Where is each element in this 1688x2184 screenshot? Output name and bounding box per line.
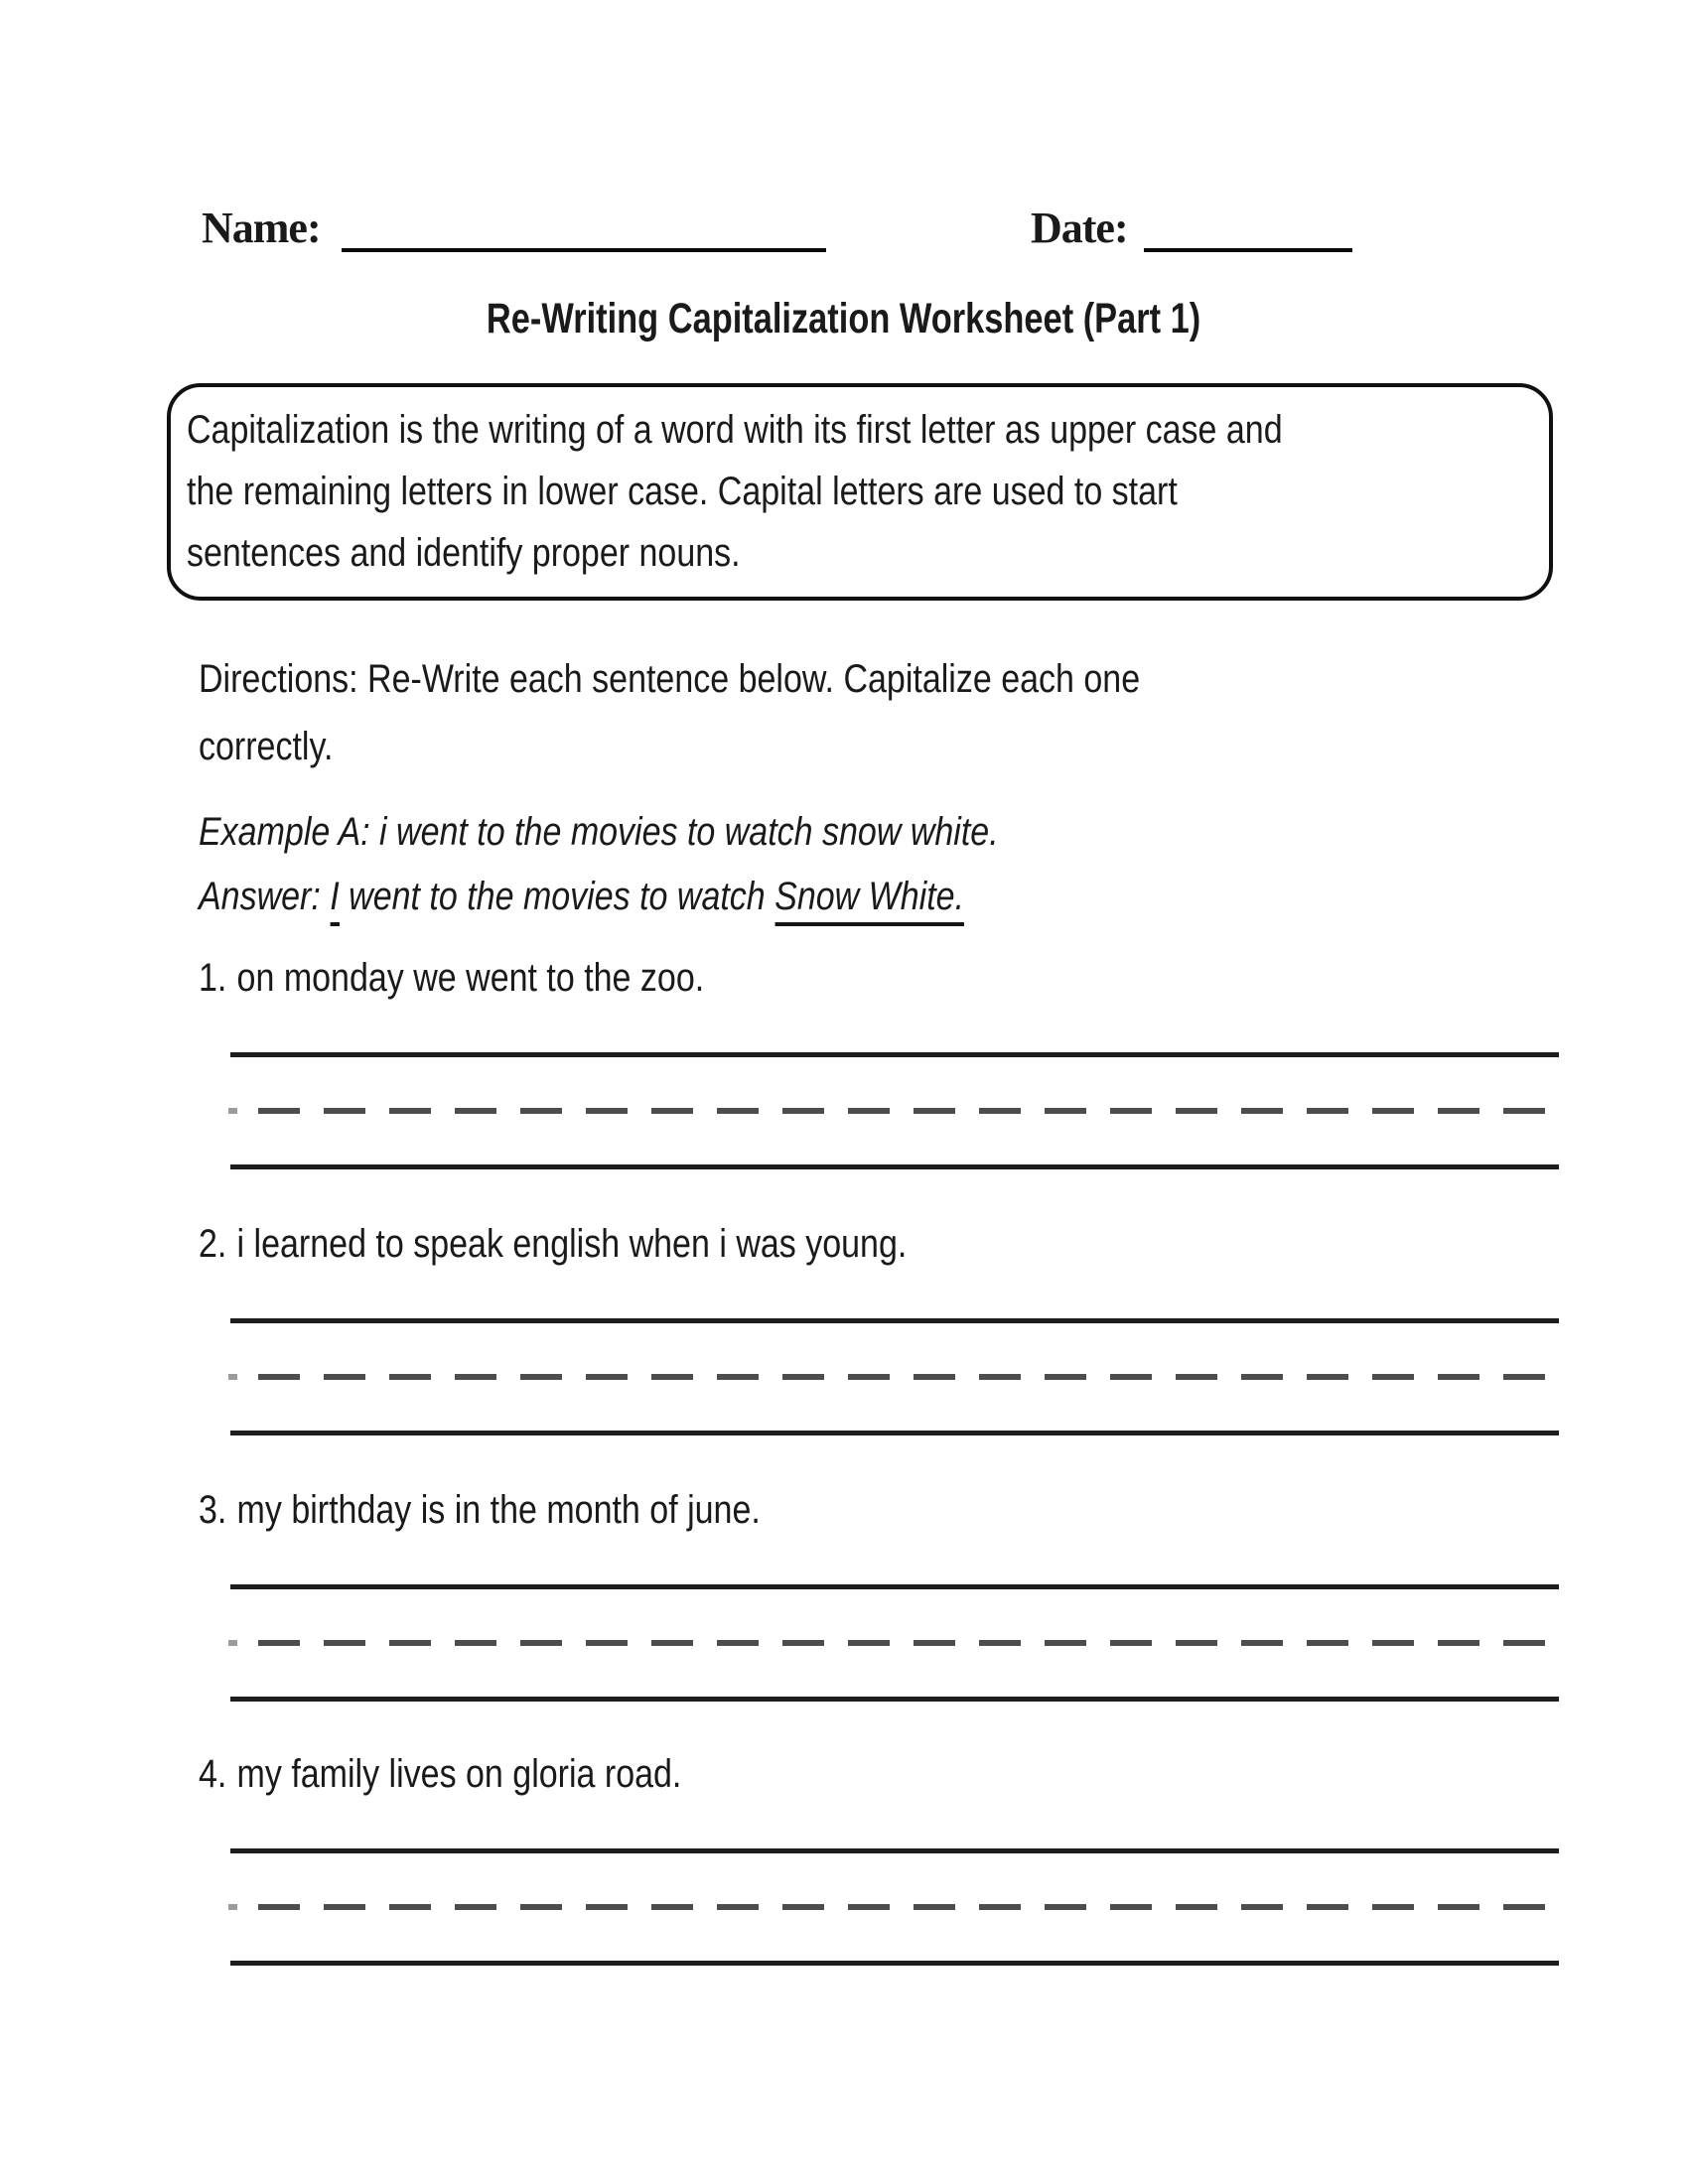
example-prompt-line	[199, 800, 1140, 865]
name-label: Name:	[202, 204, 321, 252]
answer-middle: went to the movies to watch	[339, 875, 775, 918]
answer-line-dashed-middle	[258, 1904, 1559, 1910]
answer-underline-i: I	[330, 875, 339, 926]
question-text: my family lives on gloria road.	[236, 1752, 682, 1796]
name-blank-line	[342, 248, 826, 252]
answer-underline-snow-white: Snow White.	[774, 875, 964, 926]
answer-line-solid-top	[230, 1584, 1559, 1589]
answer-line-dashed-middle	[258, 1640, 1559, 1646]
info-box-line-1-text: Capitalization is the writing of a word with its first letter as upper case and	[187, 408, 1283, 452]
worksheet-title	[0, 296, 1688, 341]
info-box-line	[187, 522, 1529, 584]
question-sentence	[199, 1220, 1032, 1268]
answer-line-solid-bottom	[230, 1164, 1559, 1169]
question-block-3	[0, 1486, 1688, 1714]
date-label: Date:	[1031, 204, 1128, 252]
answer-line-solid-top	[230, 1052, 1559, 1057]
answer-prefix: Answer:	[199, 875, 331, 918]
worksheet-title-text: Re-Writing Capitalization Worksheet (Part 1)	[487, 295, 1201, 342]
directions-line-2-text: correctly.	[199, 725, 334, 768]
question-sentence	[199, 1486, 860, 1534]
question-block-2	[0, 1220, 1688, 1448]
directions-line	[199, 713, 1306, 780]
example-answer-line	[199, 865, 1140, 929]
question-text: my birthday is in the month of june.	[236, 1488, 761, 1532]
question-block-4	[0, 1750, 1688, 1979]
example-prompt-text: Example A: i went to the movies to watch snow white.	[199, 810, 999, 854]
directions-line-1-text: Directions: Re-Write each sentence below. Capitalize each one	[199, 657, 1141, 701]
info-box-line-2-text: the remaining letters in lower case. Capital letters are used to start	[187, 470, 1178, 513]
question-block-1	[0, 954, 1688, 1182]
info-box	[167, 383, 1553, 601]
question-number: 2.	[199, 1222, 227, 1266]
question-number: 1.	[199, 956, 227, 1000]
question-sentence	[199, 1750, 767, 1798]
question-text: on monday we went to the zoo.	[236, 956, 705, 1000]
answer-line-solid-bottom	[230, 1961, 1559, 1966]
question-sentence	[199, 954, 793, 1002]
answer-line-solid-bottom	[230, 1697, 1559, 1702]
answer-line-dashed-middle	[258, 1374, 1559, 1380]
answer-line-dashed-middle	[258, 1108, 1559, 1114]
info-box-line	[187, 399, 1529, 461]
question-text: i learned to speak english when i was young.	[236, 1222, 908, 1266]
answer-line-solid-bottom	[230, 1431, 1559, 1435]
example-answer-text	[199, 865, 964, 929]
question-number: 3.	[199, 1488, 227, 1532]
example-block	[199, 800, 1140, 929]
answer-line-solid-top	[230, 1848, 1559, 1853]
info-box-line-3-text: sentences and identify proper nouns.	[187, 531, 741, 575]
answer-line-solid-top	[230, 1318, 1559, 1323]
info-box-line	[187, 461, 1529, 522]
date-blank-line	[1144, 248, 1352, 252]
directions	[199, 645, 1306, 780]
directions-line	[199, 645, 1306, 713]
question-number: 4.	[199, 1752, 227, 1796]
